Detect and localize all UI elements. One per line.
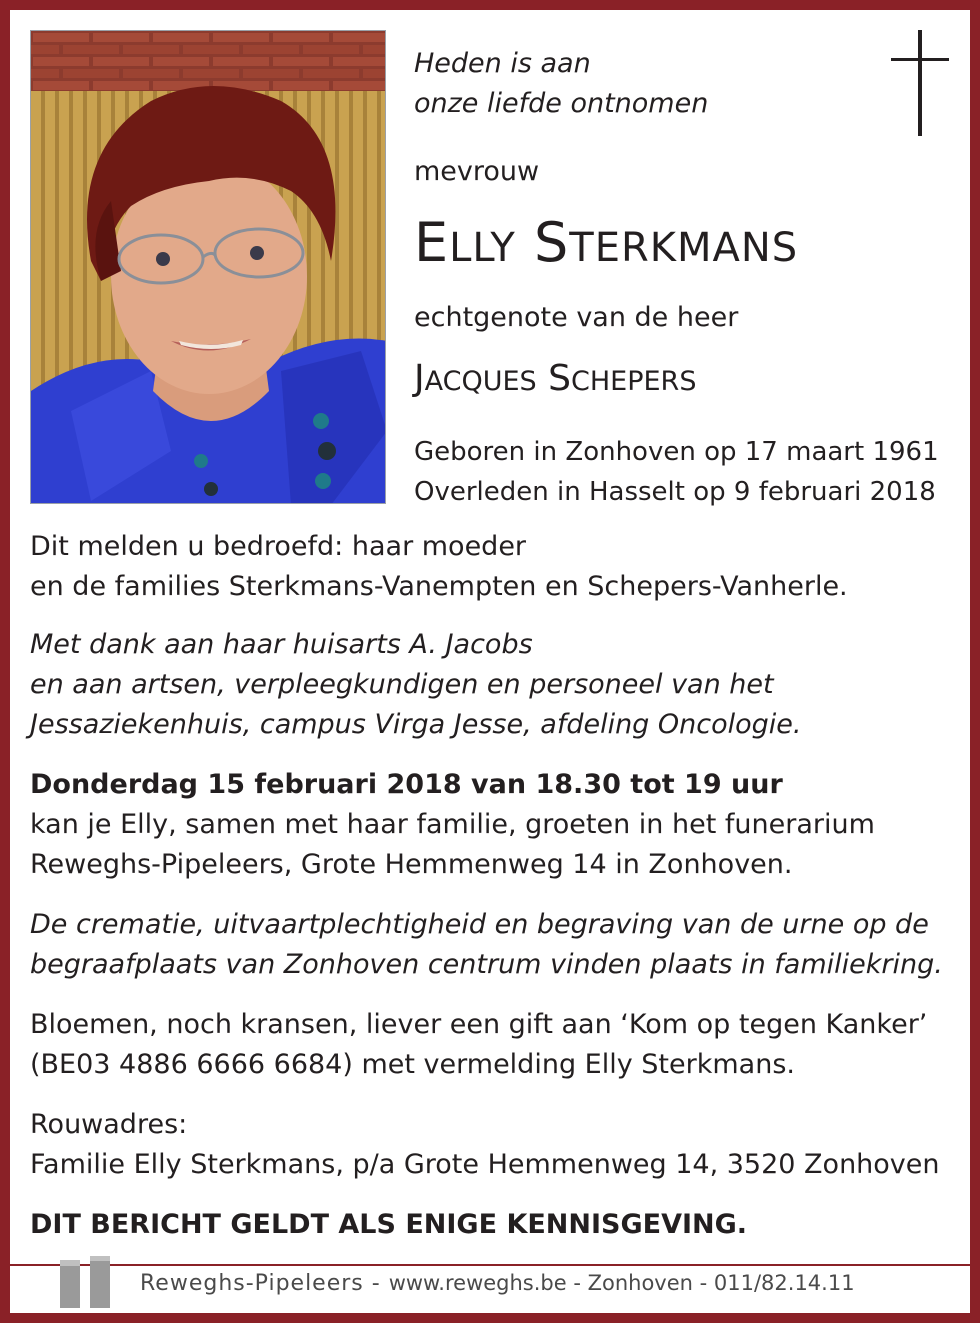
- footer-details: www.reweghs.be - Zonhoven - 011/82.14.11: [388, 1271, 855, 1295]
- flowers-paragraph: [30, 1005, 927, 1085]
- spouse-name: [414, 355, 696, 406]
- address-paragraph: [30, 1105, 940, 1185]
- funeral-home-logo-icon: [58, 1256, 114, 1308]
- notice-line: DIT BERICHT GELDT ALS ENIGE KENNISGEVING.: [30, 1209, 748, 1240]
- intro-line-1: Heden is aan: [414, 48, 591, 79]
- cremation-paragraph: [30, 905, 943, 985]
- thanks-line-2: en aan artsen, verpleegkundigen en personeel van het: [30, 669, 774, 700]
- spouse-first-rest: ACQUES: [424, 366, 537, 397]
- footer-separator: -: [363, 1271, 389, 1296]
- thanks-line-1: Met dank aan haar huisarts A. Jacobs: [30, 629, 533, 660]
- name-last-initial: S: [534, 211, 570, 274]
- cremation-line-1: De crematie, uitvaartplechtigheid en begraving van de urne op de: [30, 909, 929, 940]
- visit-heading: Donderdag 15 februari 2018 van 18.30 tot 19 uur: [30, 769, 783, 800]
- visit-line-2: Reweghs-Pipeleers, Grote Hemmenweg 14 in Zonhoven.: [30, 849, 793, 880]
- intro-text: [414, 44, 708, 124]
- visit-line-1: kan je Elly, samen met haar familie, groeten in het funerarium: [30, 809, 875, 840]
- name-first-initial: E: [414, 211, 450, 274]
- footer-divider: [10, 1264, 970, 1266]
- family-paragraph: [30, 527, 848, 607]
- footer-text: [140, 1271, 855, 1296]
- title-prefix: mevrouw: [414, 156, 540, 187]
- address-label: Rouwadres:: [30, 1109, 188, 1140]
- spouse-first-initial: J: [414, 358, 425, 399]
- portrait-photo: [30, 30, 386, 504]
- family-line-1: Dit melden u bedroefd: haar moeder: [30, 531, 527, 562]
- name-first-rest: LLY: [449, 225, 516, 271]
- cremation-line-2: begraafplaats van Zonhoven centrum vinden plaats in familiekring.: [30, 949, 943, 980]
- flowers-line-1: Bloemen, noch kransen, liever een gift aan ‘Kom op tegen Kanker’: [30, 1009, 928, 1040]
- born-line: Geboren in Zonhoven op 17 maart 1961: [414, 437, 939, 467]
- flowers-line-2: (BE03 4886 6666 6684) met vermelding Elly Sterkmans.: [30, 1049, 795, 1080]
- intro-line-2: onze liefde ontnomen: [414, 88, 709, 119]
- address-line: Familie Elly Sterkmans, p/a Grote Hemmenweg 14, 3520 Zonhoven: [30, 1149, 940, 1180]
- thanks-paragraph: [30, 625, 802, 745]
- died-line: Overleden in Hasselt op 9 februari 2018: [414, 477, 936, 507]
- family-line-2: en de families Sterkmans-Vanempten en Schepers-Vanherle.: [30, 571, 848, 602]
- deceased-name: [414, 210, 798, 281]
- visit-paragraph: [30, 765, 875, 885]
- name-last-rest: TERKMANS: [569, 225, 799, 271]
- cross-icon: [918, 30, 922, 136]
- spouse-last-initial: S: [548, 358, 571, 399]
- spouse-intro: echtgenote van de heer: [414, 302, 739, 333]
- footer-company: Reweghs-Pipeleers: [140, 1271, 364, 1296]
- life-dates: [414, 432, 939, 512]
- spouse-last-rest: CHEPERS: [571, 366, 697, 397]
- cross-icon-bar: [891, 58, 949, 61]
- thanks-line-3: Jessaziekenhuis, campus Virga Jesse, afdeling Oncologie.: [30, 709, 802, 740]
